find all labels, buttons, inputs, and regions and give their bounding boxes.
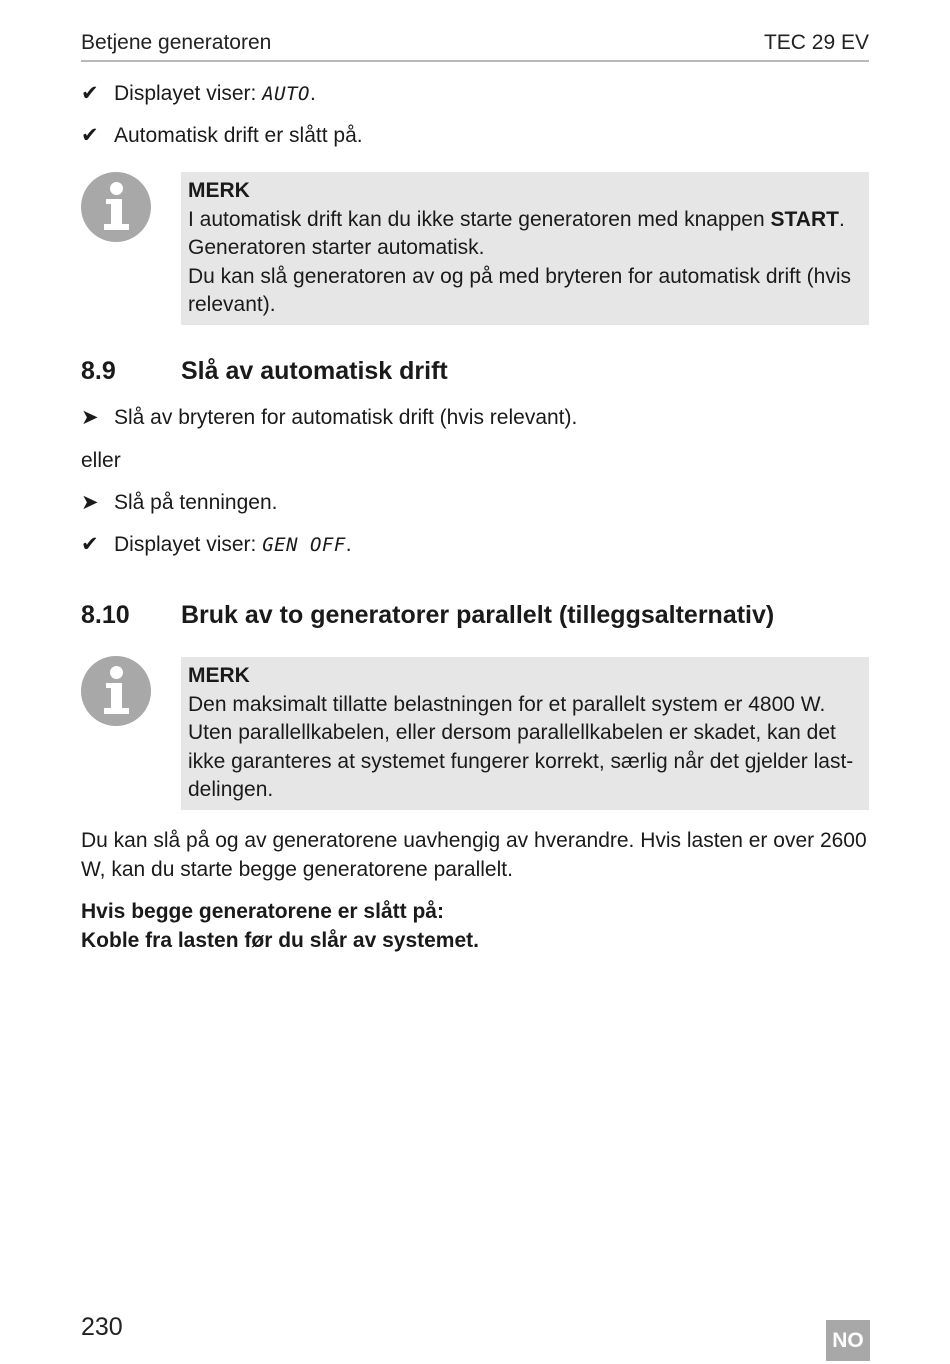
step-text: Slå på tenningen. — [114, 491, 278, 514]
header-rule — [81, 60, 869, 62]
warning-line: Hvis begge generatorene er slått på: — [81, 900, 444, 923]
body-paragraph: Du kan slå på og av generatorene uavhengig av hverandre. Hvis lasten er over 2600 W, kan du starte begge generatorene parallelt. — [81, 829, 867, 881]
result-display-gen-off — [81, 531, 352, 559]
section-number: 8.10 — [81, 601, 130, 629]
page-number: 230 — [81, 1313, 123, 1341]
note-line: Uten parallellkabelen, eller dersom parallellkabelen er skadet, kan det ikke garanteres at systemet fungerer korrekt, særlig når det gjelder last-delingen. — [188, 721, 854, 801]
check-icon: ✔ — [81, 533, 99, 556]
running-header-model: TEC 29 EV — [763, 31, 869, 54]
display-readout: AUTO — [262, 83, 310, 105]
section-title: Slå av automatisk drift — [181, 357, 448, 385]
section-heading-8-9 — [81, 357, 448, 386]
info-icon — [81, 656, 151, 726]
step-text: Slå av bryteren for automatisk drift (hvis relevant). — [114, 406, 578, 429]
result-display-auto — [81, 80, 316, 108]
running-header-section: Betjene generatoren — [81, 31, 272, 54]
section-title: Bruk av to generatorer parallelt (tilleggsalternativ) — [181, 601, 775, 629]
result-text: Displayet viser: — [114, 533, 263, 556]
note-line: I automatisk drift kan du ikke starte generatoren med knappen START. — [188, 207, 845, 231]
note-title: MERK — [188, 664, 250, 687]
note-title: MERK — [188, 179, 250, 202]
note-box — [181, 172, 869, 325]
note-line: Generatoren starter automatisk. — [188, 236, 485, 259]
section-heading-8-10 — [81, 601, 774, 630]
result-suffix: . — [345, 533, 352, 556]
note-line: Du kan slå generatoren av og på med bryteren for automatisk drift (hvis relevant). — [188, 264, 851, 316]
result-auto-on — [81, 122, 363, 150]
arrow-icon: ➤ — [81, 491, 99, 514]
note-line: Den maksimalt tillatte belastningen for et parallelt system er 4800 W. — [188, 692, 826, 716]
result-suffix: . — [309, 82, 316, 105]
language-tab: NO — [826, 1320, 870, 1361]
display-readout: GEN OFF — [262, 534, 346, 556]
result-text: Automatisk drift er slått på. — [114, 124, 363, 147]
step-switch-off — [81, 404, 577, 432]
warning-line: Koble fra lasten før du slår av systemet. — [81, 929, 479, 952]
result-text: Displayet viser: — [114, 82, 263, 105]
start-button-ref: START — [770, 207, 839, 231]
or-text: eller — [81, 449, 121, 472]
section-number: 8.9 — [81, 357, 116, 385]
check-icon: ✔ — [81, 82, 99, 105]
arrow-icon: ➤ — [81, 406, 99, 429]
note-box — [181, 657, 869, 810]
step-ignition-on — [81, 489, 277, 517]
info-icon — [81, 172, 151, 242]
check-icon: ✔ — [81, 124, 99, 147]
